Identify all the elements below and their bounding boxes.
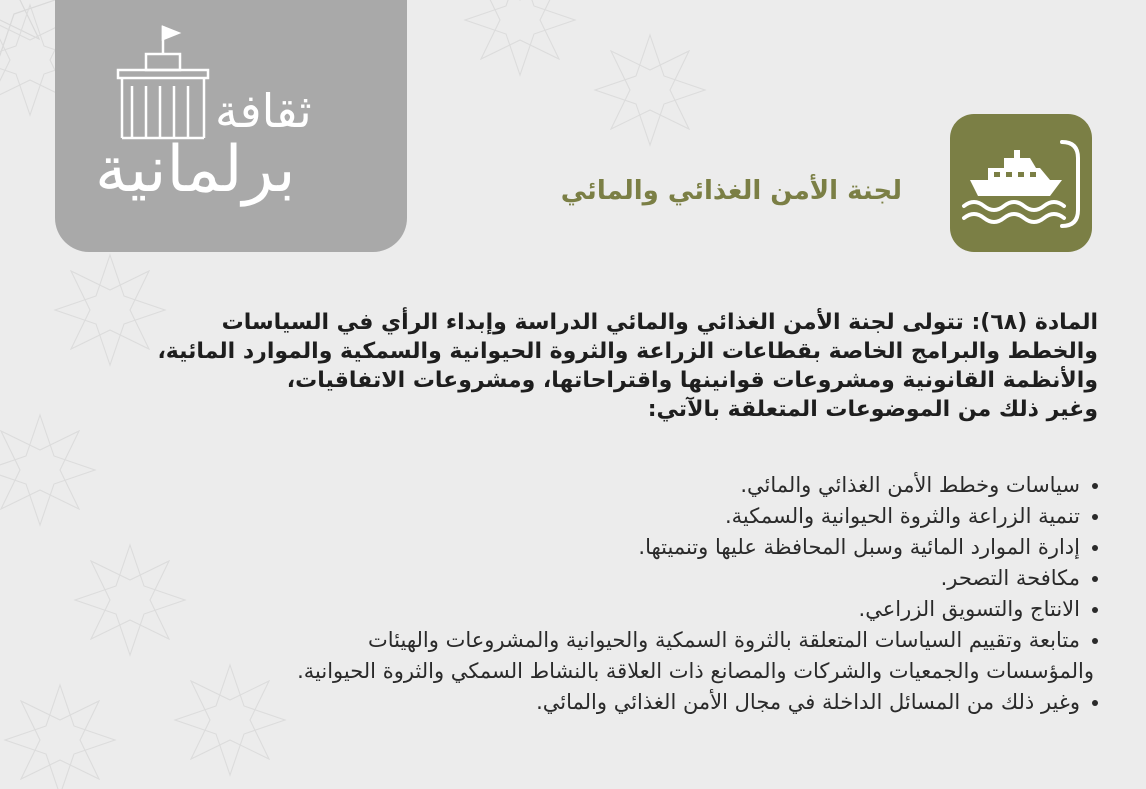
list-item: مكافحة التصحر. bbox=[98, 563, 1098, 594]
fort-tower-icon bbox=[98, 24, 228, 144]
ship-icon bbox=[950, 114, 1092, 252]
topic-list bbox=[98, 470, 1098, 718]
bullet-dot-icon bbox=[1092, 638, 1098, 644]
list-item: تنمية الزراعة والثروة الحيوانية والسمكية. bbox=[98, 501, 1098, 532]
brand-logo-box bbox=[55, 0, 407, 252]
article-line: والأنظمة القانونية ومشروعات قوانينها واقتراحاتها، ومشروعات الاتفاقيات، bbox=[286, 368, 1098, 393]
list-item: سياسات وخطط الأمن الغذائي والمائي. bbox=[98, 470, 1098, 501]
list-item: وغير ذلك من المسائل الداخلة في مجال الأمن الغذائي والمائي. bbox=[98, 687, 1098, 718]
article-intro bbox=[98, 308, 1098, 424]
committee-title: لجنة الأمن الغذائي والمائي bbox=[560, 176, 902, 206]
bullet-dot-icon bbox=[1092, 545, 1098, 551]
bullet-dot-icon bbox=[1092, 483, 1098, 489]
article-line: المادة (٦٨): تتولى لجنة الأمن الغذائي والمائي الدراسة وإبداء الرأي في السياسات bbox=[221, 310, 1098, 335]
article-line: والخطط والبرامج الخاصة بقطاعات الزراعة والثروة الحيوانية والسمكية والموارد المائية، bbox=[157, 339, 1098, 364]
list-item: الانتاج والتسويق الزراعي. bbox=[98, 594, 1098, 625]
list-item-continuation: والمؤسسات والجمعيات والشركات والمصانع ذات العلاقة بالنشاط السمكي والثروة الحيوانية. bbox=[297, 659, 1094, 683]
brand-line-1: ثقافة bbox=[215, 84, 312, 138]
committee-icon-tile bbox=[950, 114, 1092, 252]
bullet-dot-icon bbox=[1092, 700, 1098, 706]
bullet-dot-icon bbox=[1092, 576, 1098, 582]
list-item: إدارة الموارد المائية وسبل المحافظة عليها وتنميتها. bbox=[98, 532, 1098, 563]
list-item: متابعة وتقييم السياسات المتعلقة بالثروة السمكية والحيوانية والمشروعات والهيئات bbox=[98, 625, 1098, 656]
article-line: وغير ذلك من الموضوعات المتعلقة بالآتي: bbox=[647, 397, 1098, 422]
brand-line-2: برلمانية bbox=[95, 133, 296, 207]
bullet-dot-icon bbox=[1092, 607, 1098, 613]
bullet-dot-icon bbox=[1092, 514, 1098, 520]
